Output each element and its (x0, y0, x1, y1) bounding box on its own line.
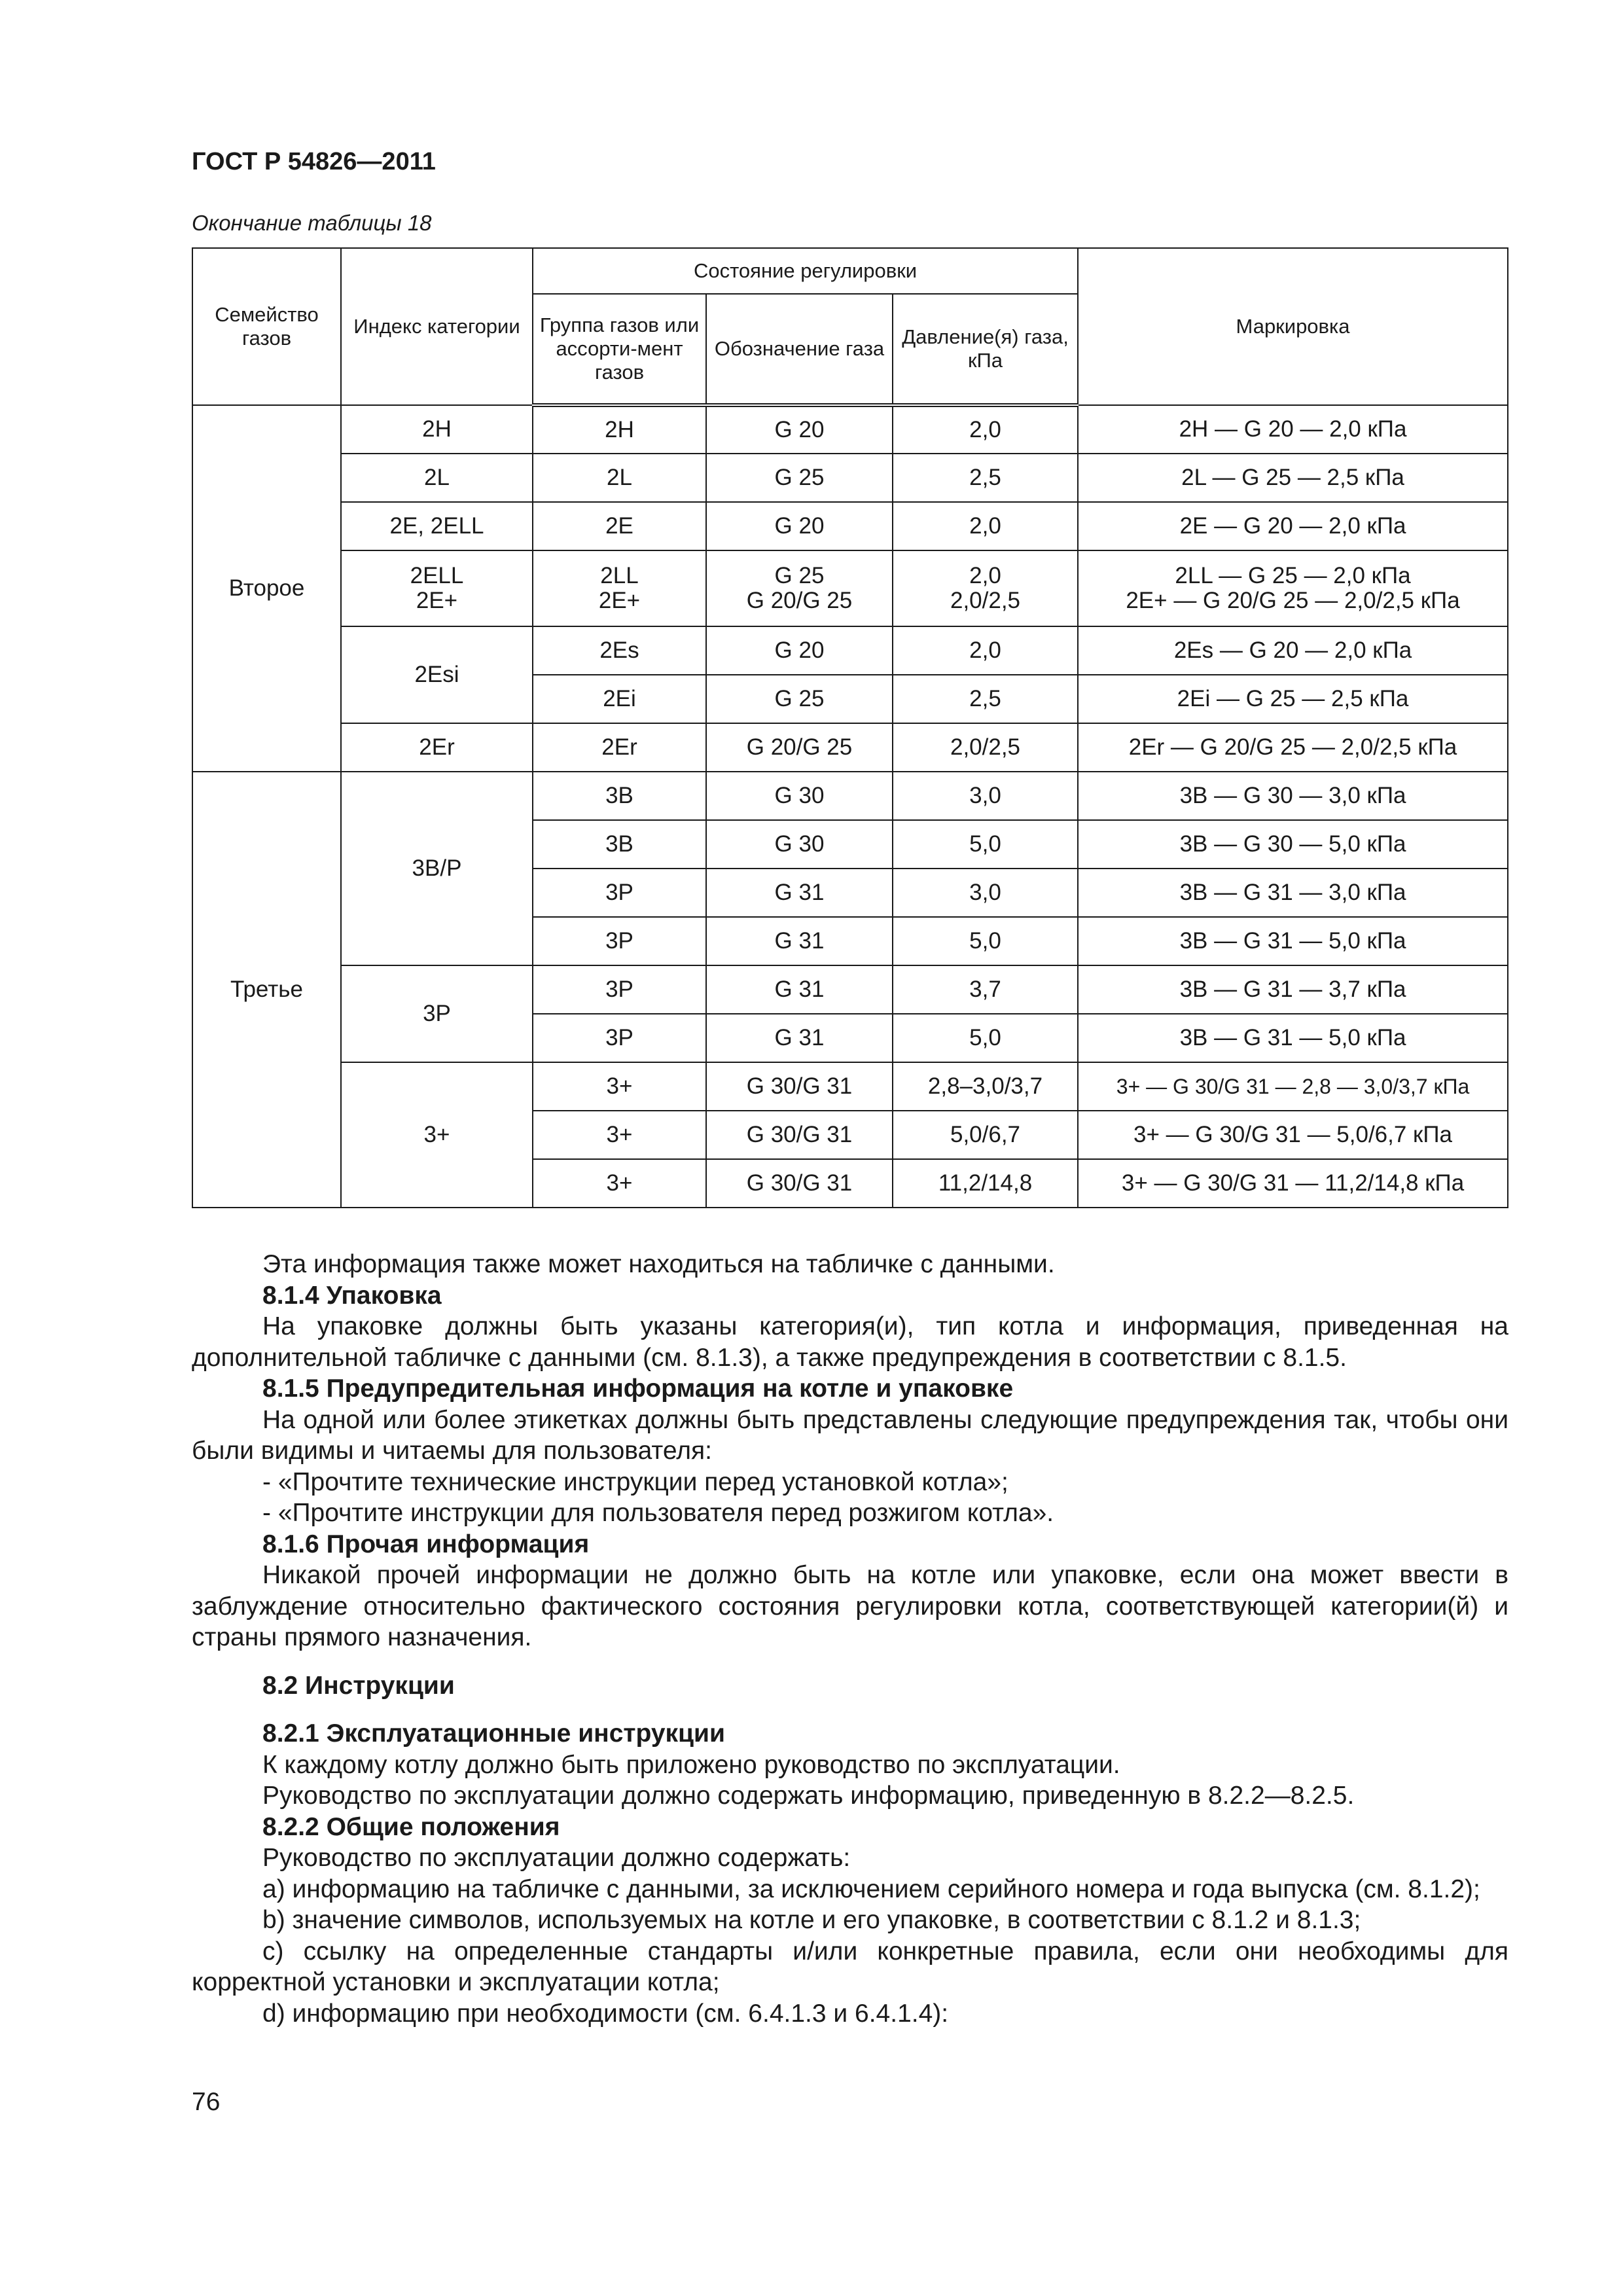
group-cell: 3+ (533, 1062, 706, 1111)
list-item: a) информацию на табличке с данными, за исключением серийного номера и года выпуска (см. 8.1.2); (262, 1874, 1480, 1903)
group-cell: 2Es (533, 626, 706, 675)
pressure-cell: 2,0/2,5 (893, 723, 1078, 772)
category-cell: 3P (341, 965, 533, 1062)
marking-cell: 2Ei — G 25 — 2,5 кПа (1078, 675, 1508, 723)
gas-cell: G 31 (706, 869, 893, 917)
pressure-cell: 11,2/14,8 (893, 1159, 1078, 1208)
section-heading-8-2-2: 8.2.2 Общие положения (262, 1812, 560, 1841)
gas-cell: G 30 (706, 772, 893, 820)
category-cell: 2Er (341, 723, 533, 772)
table-row (192, 965, 1508, 1014)
body-text (192, 1249, 1508, 2029)
pressure-cell: 3,7 (893, 965, 1078, 1014)
list-item: - «Прочтите технические инструкции перед установкой котла»; (262, 1467, 1008, 1496)
group-cell: 2L (533, 454, 706, 502)
marking-cell: 3B — G 30 — 3,0 кПа (1078, 772, 1508, 820)
pressure-cell: 5,0/6,7 (893, 1111, 1078, 1159)
category-line: 2E+ (416, 588, 458, 613)
group-cell: 3+ (533, 1111, 706, 1159)
marking-cell: 3B — G 31 — 5,0 кПа (1078, 1014, 1508, 1062)
paragraph: Руководство по эксплуатации должно содержать: (262, 1844, 851, 1872)
gas-cell: G 20 (706, 502, 893, 550)
pressure-cell: 2,8–3,0/3,7 (893, 1062, 1078, 1111)
group-cell: 2Ei (533, 675, 706, 723)
section-heading-8-2-1: 8.2.1 Эксплуатационные инструкции (262, 1719, 725, 1748)
paragraph: Эта информация также может находиться на табличке с данными. (262, 1250, 1055, 1278)
gas-cell: G 30/G 31 (706, 1062, 893, 1111)
marking-cell: 2Es — G 20 — 2,0 кПа (1078, 626, 1508, 675)
category-cell: 2Esi (341, 626, 533, 723)
paragraph: Руководство по эксплуатации должно содержать информацию, приведенную в 8.2.2—8.2.5. (262, 1782, 1355, 1810)
category-cell: 2E, 2ELL (341, 502, 533, 550)
header-gas-designation: Обозначение газа (706, 294, 893, 405)
marking-cell: 3+ — G 30/G 31 — 2,8 — 3,0/3,7 кПа (1078, 1062, 1508, 1111)
group-cell: 3P (533, 965, 706, 1014)
table-caption: Окончание таблицы 18 (192, 211, 432, 235)
paragraph: На одной или более этикетках должны быть представлены следующие предупреждения так, чтобы они были видимы и читаемы для пользователя: (192, 1405, 1508, 1465)
paragraph: Никакой прочей информации не должно быть на котле или упаковке, если она может ввести в заблуждение относительно фактического состояния регулировки котла, соответствующей категории(й) и страны прямого назначения. (192, 1561, 1508, 1651)
family-cell: Второе (192, 405, 341, 772)
table-row (192, 772, 1508, 820)
list-item: c) ссылку на определенные стандарты и/или конкретные правила, если они необходимы для корректной установки и эксплуатации котла; (192, 1937, 1508, 1996)
marking-cell: 2H — G 20 — 2,0 кПа (1078, 405, 1508, 454)
category-cell: 2L (341, 454, 533, 502)
pressure-cell: 5,0 (893, 1014, 1078, 1062)
list-item: d) информацию при необходимости (см. 6.4.1.3 и 6.4.1.4): (262, 1999, 949, 2028)
header-regulation-state: Состояние регулировки (533, 248, 1078, 294)
header-family: Семейство газов (192, 248, 341, 405)
table-row (192, 723, 1508, 772)
category-cell: 3+ (341, 1062, 533, 1208)
group-cell: 3P (533, 917, 706, 965)
gas-cell: G 25 (706, 454, 893, 502)
header-marking: Маркировка (1078, 248, 1508, 405)
gas-cell: G 20 (706, 626, 893, 675)
pressure-cell: 2,0 (893, 405, 1078, 454)
group-cell (533, 550, 706, 626)
marking-cell: 3B — G 31 — 5,0 кПа (1078, 917, 1508, 965)
marking-cell: 3+ — G 30/G 31 — 11,2/14,8 кПа (1078, 1159, 1508, 1208)
marking-cell: 2L — G 25 — 2,5 кПа (1078, 454, 1508, 502)
gas-cell: G 20/G 25 (706, 723, 893, 772)
gas-cell (706, 550, 893, 626)
section-heading-8-1-5: 8.1.5 Предупредительная информация на котле и упаковке (262, 1374, 1014, 1403)
gas-cell: G 31 (706, 965, 893, 1014)
gas-cell: G 30 (706, 820, 893, 869)
list-item: - «Прочтите инструкции для пользователя перед розжигом котла». (262, 1499, 1054, 1527)
pressure-cell: 2,5 (893, 675, 1078, 723)
pressure-cell (893, 550, 1078, 626)
section-heading-8-1-6: 8.1.6 Прочая информация (262, 1530, 590, 1558)
table-row (192, 550, 1508, 626)
table-row (192, 405, 1508, 454)
gas-line: G 25 (774, 563, 825, 588)
table-row (192, 454, 1508, 502)
gas-cell: G 31 (706, 1014, 893, 1062)
group-cell: 3B (533, 772, 706, 820)
header-gas-group: Группа газов или ассорти-мент газов (533, 294, 706, 405)
gas-cell: G 20 (706, 405, 893, 454)
marking-cell (1078, 550, 1508, 626)
group-cell: 3P (533, 1014, 706, 1062)
pressure-cell: 5,0 (893, 820, 1078, 869)
table-row (192, 626, 1508, 675)
group-cell: 2E (533, 502, 706, 550)
gas-cell: G 30/G 31 (706, 1111, 893, 1159)
marking-cell: 3B — G 30 — 5,0 кПа (1078, 820, 1508, 869)
section-heading-8-2: 8.2 Инструкции (262, 1671, 455, 1700)
marking-cell: 3B — G 31 — 3,0 кПа (1078, 869, 1508, 917)
marking-cell: 2Er — G 20/G 25 — 2,0/2,5 кПа (1078, 723, 1508, 772)
gas-cell: G 25 (706, 675, 893, 723)
gas-cell: G 30/G 31 (706, 1159, 893, 1208)
marking-cell: 3B — G 31 — 3,7 кПа (1078, 965, 1508, 1014)
document-header: ГОСТ Р 54826—2011 (192, 148, 436, 175)
section-heading-8-1-4: 8.1.4 Упаковка (262, 1281, 442, 1310)
gas-cell: G 31 (706, 917, 893, 965)
group-cell: 3+ (533, 1159, 706, 1208)
marking-cell: 3+ — G 30/G 31 — 5,0/6,7 кПа (1078, 1111, 1508, 1159)
list-item: b) значение символов, используемых на котле и его упаковке, в соответствии с 8.1.2 и 8.1.3; (262, 1906, 1361, 1934)
group-cell: 2H (533, 405, 706, 454)
pressure-cell: 2,0 (893, 502, 1078, 550)
category-cell: 3B/P (341, 772, 533, 965)
family-cell: Третье (192, 772, 341, 1208)
marking-cell: 2E — G 20 — 2,0 кПа (1078, 502, 1508, 550)
pressure-line: 2,0/2,5 (950, 588, 1021, 613)
header-category-index: Индекс категории (341, 248, 533, 405)
category-cell (341, 550, 533, 626)
header-gas-pressure: Давление(я) газа, кПа (893, 294, 1078, 405)
group-cell: 3P (533, 869, 706, 917)
pressure-line: 2,0 (969, 563, 1001, 588)
pressure-cell: 3,0 (893, 772, 1078, 820)
pressure-cell: 2,0 (893, 626, 1078, 675)
table-row (192, 1062, 1508, 1111)
pressure-cell: 2,5 (893, 454, 1078, 502)
page-number: 76 (192, 2088, 221, 2116)
group-cell: 2Er (533, 723, 706, 772)
gas-line: G 20/G 25 (746, 588, 853, 613)
paragraph: К каждому котлу должно быть приложено руководство по эксплуатации. (262, 1750, 1120, 1779)
category-cell: 2H (341, 405, 533, 454)
marking-line: 2LL — G 25 — 2,0 кПа (1175, 563, 1411, 588)
pressure-cell: 3,0 (893, 869, 1078, 917)
category-line: 2ELL (410, 563, 464, 588)
group-cell: 3B (533, 820, 706, 869)
pressure-cell: 5,0 (893, 917, 1078, 965)
group-line: 2E+ (598, 588, 641, 613)
group-line: 2LL (600, 563, 639, 588)
gas-category-table (192, 247, 1508, 1208)
paragraph: На упаковке должны быть указаны категория(и), тип котла и информация, приведенная на дополнительной табличке с данными (см. 8.1.3), а также предупреждения в соответствии с 8.1.5. (192, 1312, 1508, 1372)
table-row (192, 502, 1508, 550)
marking-line: 2E+ — G 20/G 25 — 2,0/2,5 кПа (1126, 588, 1460, 613)
